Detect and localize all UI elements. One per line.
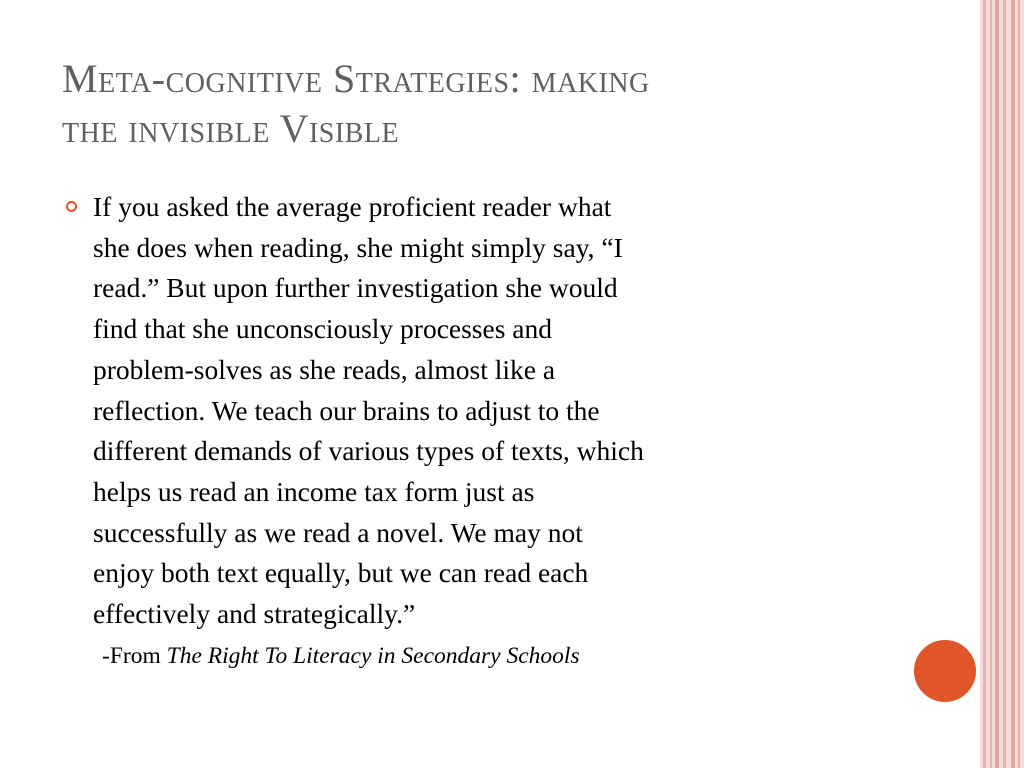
bullet-line: helps us read an income tax form just as bbox=[93, 475, 535, 507]
decorative-stripe bbox=[1018, 0, 1020, 768]
slide-title bbox=[62, 54, 922, 154]
decorative-stripe bbox=[983, 0, 986, 768]
bullet-text bbox=[93, 187, 892, 635]
bullet-line: successfully as we read a novel. We may not bbox=[93, 516, 583, 548]
citation bbox=[102, 640, 892, 672]
bullet-circle-icon bbox=[66, 201, 77, 212]
bullet-line: effectively and strategically.” bbox=[93, 598, 416, 630]
decorative-stripe bbox=[1003, 0, 1006, 768]
bullet-line: enjoy both text equally, but we can read each bbox=[93, 557, 589, 589]
bullet-line: reflection. We teach our brains to adjust to the bbox=[93, 394, 600, 426]
bullet-line: she does when reading, she might simply say, “I bbox=[93, 231, 623, 263]
citation-prefix: -From bbox=[102, 642, 167, 669]
bullet-line: different demands of various types of texts, which bbox=[93, 435, 644, 467]
bullet-item bbox=[62, 187, 892, 635]
bullet-line: problem-solves as she reads, almost like a bbox=[93, 353, 556, 385]
decorative-stripe bbox=[1011, 0, 1015, 768]
bullet-line: If you asked the average proficient reader what bbox=[93, 191, 612, 222]
decorative-circle-icon bbox=[913, 639, 977, 703]
slide-title-line-2: the invisible Visible bbox=[62, 106, 400, 151]
citation-source: The Right To Literacy in Secondary Schools bbox=[166, 642, 580, 669]
bullet-line: find that she unconsciously processes and bbox=[93, 313, 553, 345]
decorative-stripe bbox=[990, 0, 992, 768]
slide-content bbox=[62, 187, 892, 672]
decorative-stripe bbox=[995, 0, 999, 768]
slide-title-line-1: Meta-cognitive Strategies: making bbox=[62, 56, 650, 101]
bullet-line: read.” But upon further investigation she would bbox=[93, 272, 618, 304]
